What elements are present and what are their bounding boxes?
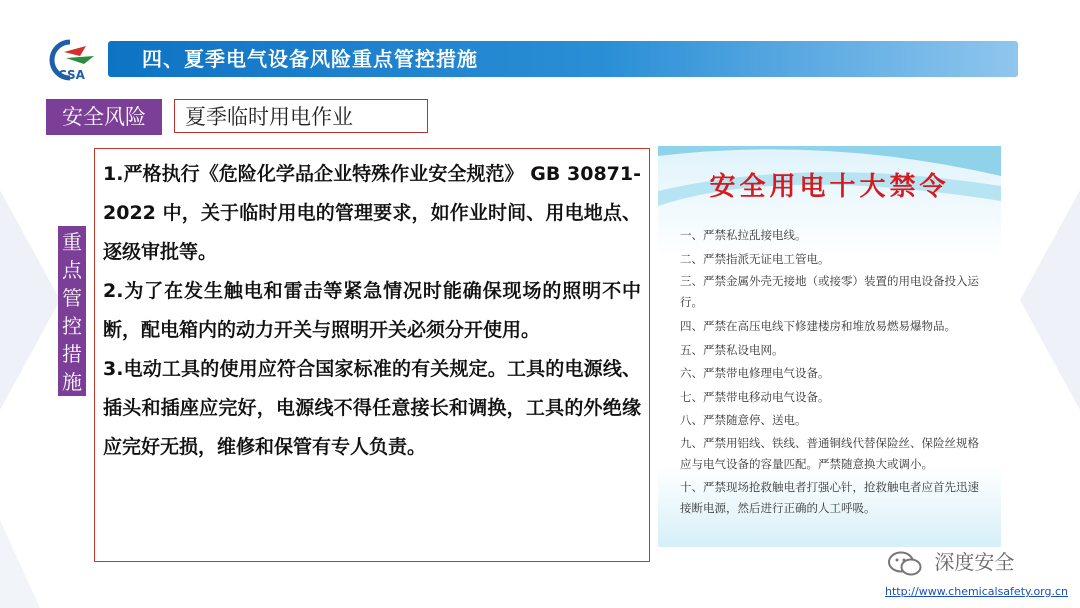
brand-name: 深度安全 [934, 550, 1015, 574]
side-label-char: 施 [62, 370, 82, 394]
risk-label: 安全风险 [46, 99, 162, 135]
side-label-char: 措 [62, 342, 82, 366]
poster-item: 一、严禁私拉乱接电线。 [680, 228, 807, 242]
poster-item: 九、严禁用铝线、铁线、普通铜线代替保险丝、保险丝规格应与电气设备的容量匹配。严禁随意换大或调小。 [680, 435, 979, 471]
poster-item: 八、严禁随意停、送电。 [680, 413, 807, 427]
poster-title: 安全用电十大禁令 [709, 172, 950, 202]
side-label-char: 管 [62, 286, 82, 310]
side-label-char: 点 [62, 258, 82, 282]
page-title: 四、夏季电气设备风险重点管控措施 [142, 47, 478, 71]
brand-watermark [888, 548, 1014, 576]
measure-item: 1.严格执行《危险化学品企业特殊作业安全规范》 GB 30871-2022 中，关于临时用电的管理要求，如作业时间、用电地点、逐级审批等。 [103, 163, 641, 263]
poster-item: 十、严禁现场抢救触电者打强心针，抢救触电者应首先迅速接断电源，然后进行正确的人工呼吸。 [680, 479, 979, 515]
poster-item: 二、严禁指派无证电工管电。 [680, 251, 830, 266]
measures-box [94, 148, 650, 562]
source-url[interactable]: http://www.chemicalsafety.org.cn [885, 585, 1068, 598]
svg-text:CSA: CSA [58, 68, 85, 82]
poster-list [680, 224, 990, 521]
risk-value: 夏季临时用电作业 [174, 99, 428, 133]
poster-item: 三、严禁金属外壳无接地（或接零）装置的用电设备投入运行。 [680, 274, 979, 309]
measure-item: 3.电动工具的使用应符合国家标准的有关规定。工具的电源线、插头和插座应完好，电源线不得任意接长和调换，工具的外绝缘应完好无损，维修和保管有专人负责。 [103, 358, 641, 458]
poster-item: 五、严禁私设电网。 [680, 342, 784, 357]
poster-item: 七、严禁带电移动电气设备。 [680, 389, 830, 404]
poster-item: 六、严禁带电修理电气设备。 [680, 366, 830, 380]
csa-logo [40, 38, 102, 82]
wechat-icon [888, 551, 922, 577]
measure-item: 2.为了在发生触电和雷击等紧急情况时能确保现场的照明不中断，配电箱内的动力开关与照明开关必须分开使用。 [103, 280, 641, 341]
side-label-char: 重 [62, 230, 82, 254]
poster-item: 四、严禁在高压电线下修建楼房和堆放易燃易爆物品。 [680, 319, 956, 333]
side-label-char: 控 [62, 314, 82, 338]
title-bar [108, 41, 1018, 77]
measures-side-label [58, 226, 86, 396]
safety-poster [658, 146, 1001, 547]
